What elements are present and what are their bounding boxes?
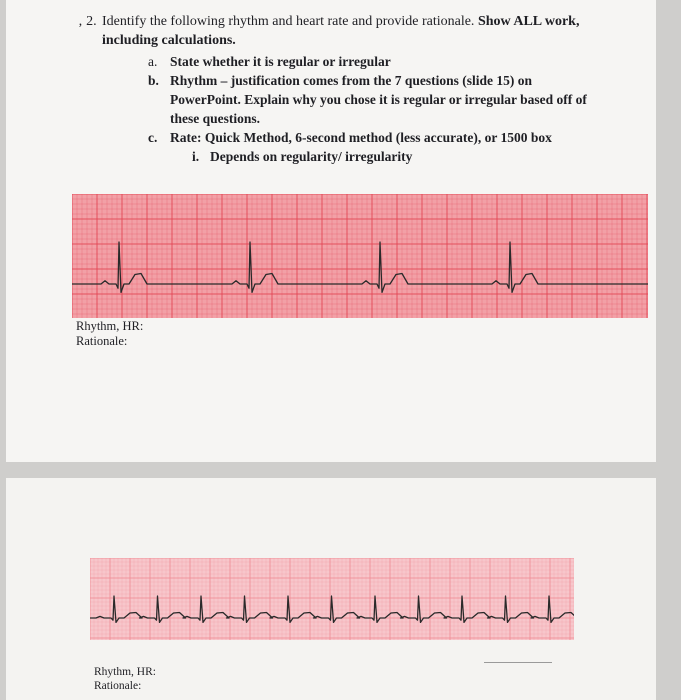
strip1-rhythm-label: Rhythm, HR: bbox=[76, 319, 144, 333]
item-b: b. Rhythm – justification comes from the 7 questions (slide 15) on PowerPoint. Explain why you chose it is regular or irregular based off of these questions. bbox=[148, 73, 587, 126]
strip2-rationale-label: Rationale: bbox=[94, 680, 142, 692]
question-emphasis: Show ALL work, bbox=[477, 14, 580, 29]
ecg-strip-2 bbox=[90, 558, 574, 640]
item-a: a. State whether it is regular or irregular bbox=[148, 54, 391, 69]
item-c: c. Rate: Quick Method, 6-second method (less accurate), or 1500 box bbox=[148, 130, 552, 145]
question-number: ‚ 2. bbox=[78, 14, 97, 29]
question-text bbox=[102, 12, 622, 31]
strip1-rationale-label: Rationale: bbox=[76, 334, 128, 348]
ecg-strip-1-graphic bbox=[72, 194, 648, 318]
ecg-strip-2-graphic bbox=[90, 558, 574, 640]
question-line2: including calculations. bbox=[102, 33, 236, 48]
answer-line bbox=[484, 662, 552, 663]
item-c-i: i. Depends on regularity/ irregularity bbox=[192, 149, 413, 164]
strip2-rhythm-label: Rhythm, HR: bbox=[94, 666, 156, 678]
grid-background bbox=[72, 194, 648, 318]
worksheet-page-1 bbox=[6, 0, 656, 462]
ecg-strip-1 bbox=[72, 194, 648, 318]
question-prompt: Identify the following rhythm and heart rate and provide rationale. bbox=[102, 14, 475, 29]
worksheet-page-2 bbox=[6, 478, 656, 700]
question-2 bbox=[78, 12, 622, 50]
